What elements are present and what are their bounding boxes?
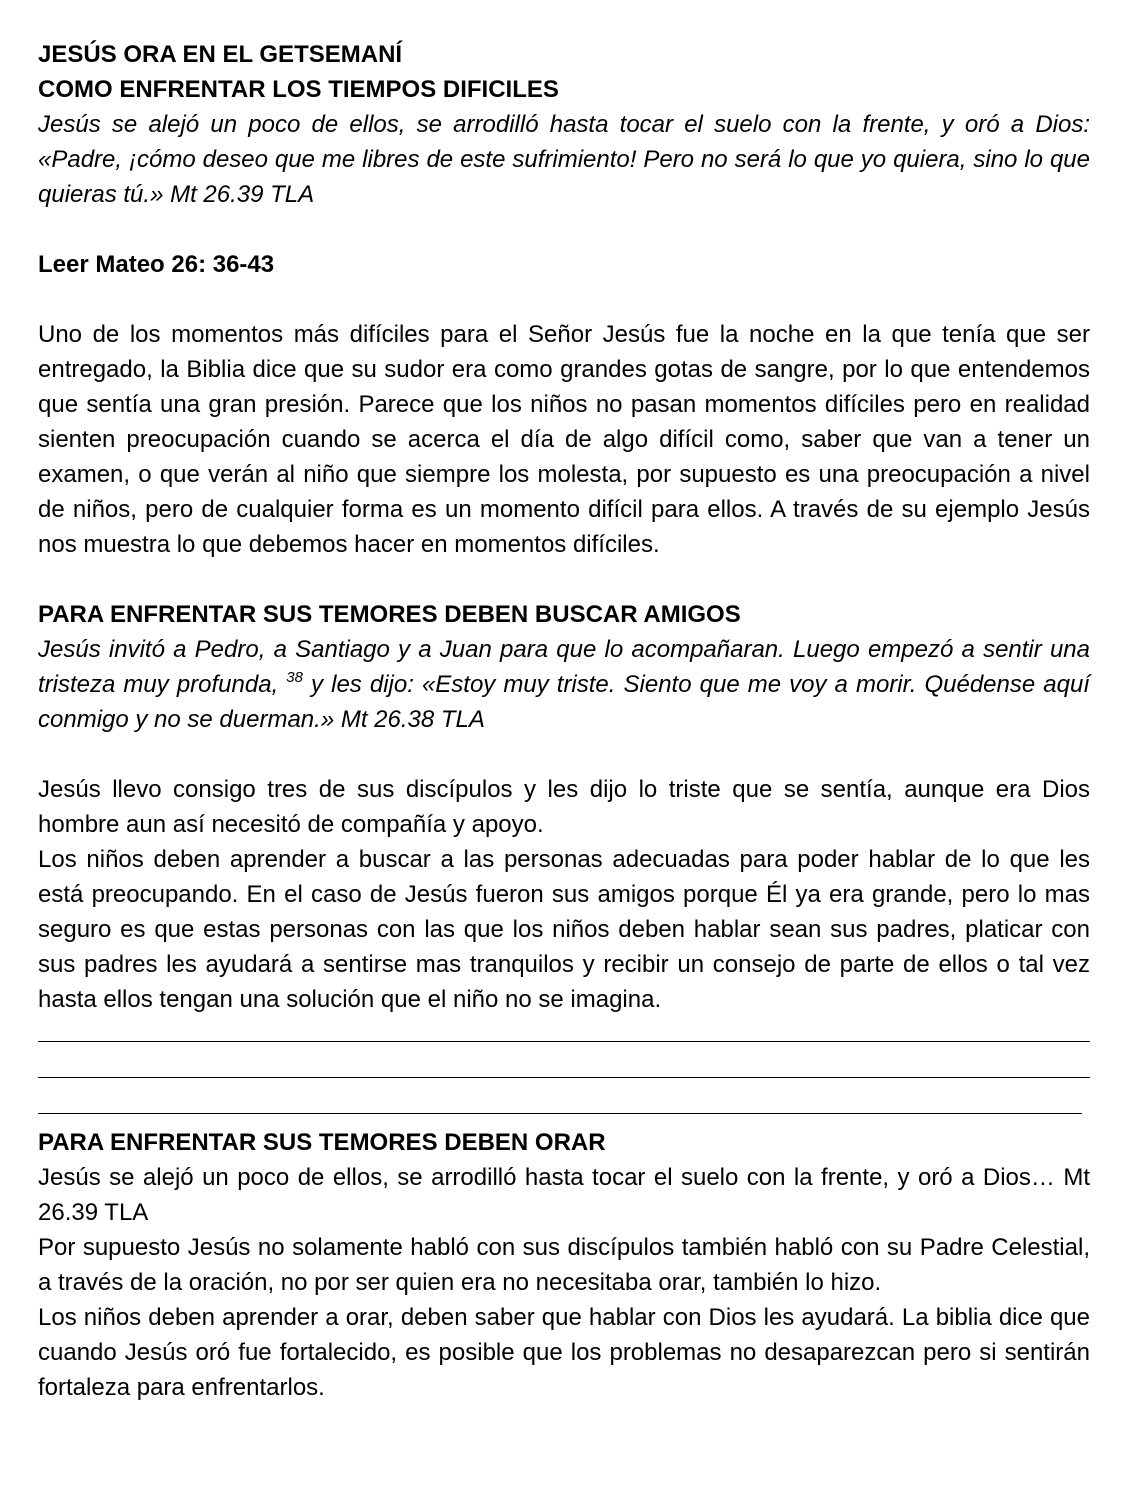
intro-paragraph: Uno de los momentos más difíciles para el Señor Jesús fue la noche en la que tenía que ser entregado, la Biblia dice que su sudor era como grandes gotas de sangre, por lo que entendemos que sentía una gran presión. Parece que los niños no pasan momentos difíciles pero en realidad sienten preocupación cuando se acerca el día de algo difícil como, saber que van a tener un examen, o que verán al niño que siempre los molesta, por supuesto es una preocupación a nivel de niños, pero de cualquier forma es un momento difícil para ellos. A través de su ejemplo Jesús nos muestra lo que debemos hacer en momentos difíciles.: [38, 321, 1090, 558]
write-in-line: [38, 1089, 1082, 1114]
write-in-line: [38, 1017, 1090, 1042]
document-page: [38, 37, 1090, 1405]
spacer: [38, 282, 1090, 317]
reading-reference: Leer Mateo 26: 36-43: [38, 251, 275, 278]
opening-verse: Jesús se alejó un poco de ellos, se arrodilló hasta tocar el suelo con la frente, y oró a Dios: «Padre, ¡cómo deseo que me libres de este sufrimiento! Pero no será lo que yo quiera, sino lo que quieras tú.» Mt 26.39 TLA: [38, 111, 1090, 208]
verse-number: 38: [286, 669, 303, 686]
section-friends-paragraph-1: Jesús llevo consigo tres de sus discípulos y les dijo lo triste que se sentía, aunque era Dios hombre aun así necesitó de compañía y apoyo.: [38, 776, 1090, 838]
section-pray-heading: PARA ENFRENTAR SUS TEMORES DEBEN ORAR: [38, 1129, 606, 1156]
write-in-line: [38, 1053, 1090, 1078]
spacer: [38, 212, 1090, 247]
verse-text-part-2: y les dijo: «Estoy muy triste. Siento que me voy a morir. Quédense aquí conmigo y no se duerman.» Mt 26.38 TLA: [38, 671, 1090, 733]
spacer: [38, 562, 1090, 597]
title-subtitle: COMO ENFRENTAR LOS TIEMPOS DIFICILES: [38, 76, 559, 103]
section-friends-heading: PARA ENFRENTAR SUS TEMORES DEBEN BUSCAR AMIGOS: [38, 601, 741, 628]
title-main: JESÚS ORA EN EL GETSEMANÍ: [38, 41, 403, 68]
verse-text-part-1: Jesús invitó a Pedro, a Santiago y a Juan para que lo acompañaran. Luego empezó a sentir una tristeza muy profunda,: [38, 636, 1090, 698]
spacer: [38, 737, 1090, 772]
section-friends-verse: [38, 632, 1090, 737]
section-pray-paragraph-2: Los niños deben aprender a orar, deben saber que hablar con Dios les ayudará. La biblia dice que cuando Jesús oró fue fortalecido, es posible que los problemas no desaparezcan pero si sentirán fortaleza para enfrentarlos.: [38, 1304, 1090, 1401]
section-friends-paragraph-2: Los niños deben aprender a buscar a las personas adecuadas para poder hablar de lo que les está preocupando. En el caso de Jesús fueron sus amigos porque Él ya era grande, pero lo mas seguro es que estas personas con las que los niños deben hablar sean sus padres, platicar con sus padres les ayudará a sentirse mas tranquilos y recibir un consejo de parte de ellos o tal vez hasta ellos tengan una solución que el niño no se imagina.: [38, 846, 1090, 1013]
section-pray-paragraph-1: Por supuesto Jesús no solamente habló con sus discípulos también habló con su Padre Celestial, a través de la oración, no por ser quien era no necesitaba orar, también lo hizo.: [38, 1234, 1090, 1296]
section-pray-verse: Jesús se alejó un poco de ellos, se arrodilló hasta tocar el suelo con la frente, y oró a Dios… Mt 26.39 TLA: [38, 1164, 1090, 1226]
